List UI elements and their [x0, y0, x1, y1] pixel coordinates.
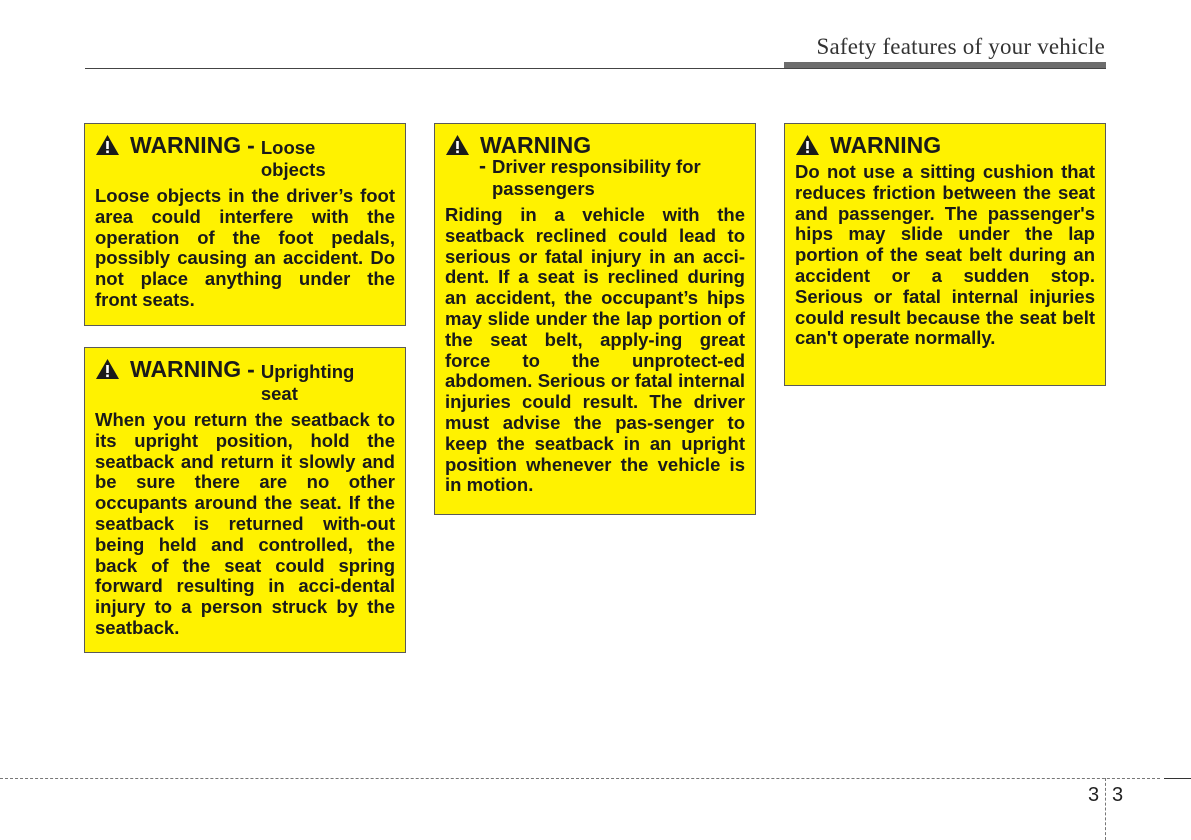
section-title: Safety features of your vehicle	[816, 34, 1105, 59]
warning-subtitle	[261, 137, 326, 180]
footer-dashed-rule	[0, 778, 1160, 779]
warning-box-driver-responsibility	[434, 123, 756, 515]
warning-heading	[95, 358, 395, 404]
header-rule	[85, 68, 1106, 69]
warning-box-loose-objects	[84, 123, 406, 326]
warning-body: When you return the seatback to its upright position, hold the seatback and return it slowly and be sure there are no other occupants around the seat. If the seatback is returned with-out being held and controlled, the back of the seat could spring forward resulting in acci-dental injury to a person struck by the seatback.	[95, 409, 395, 638]
warning-triangle-icon	[95, 134, 120, 156]
warning-subtitle-line: seat	[260, 382, 298, 404]
warning-body: Riding in a vehicle with the seatback reclined could lead to serious or fatal injury in an acci-dent. If a seat is reclined during an accident, the occupant’s hips may slide under the lap portion of the seat belt, apply-ing great force to the unprotect-ed abdomen. Serious or fatal internal injuries could result. The driver must advise the pas-senger to keep the seatback in an upright position whenever the vehicle is in motion.	[445, 204, 745, 496]
warning-subtitle	[479, 156, 745, 199]
warning-label: WARNING	[480, 132, 592, 158]
warning-subtitle	[261, 361, 355, 404]
warning-label: WARNING	[130, 356, 242, 382]
warning-label: WARNING	[830, 132, 942, 158]
warning-subtitle-text: Driver responsibility for passengers	[492, 156, 701, 199]
warning-heading	[795, 134, 1095, 156]
chapter-number: 3	[1088, 784, 1100, 806]
warning-subtitle-line: Uprighting	[260, 361, 355, 382]
warning-dash: -	[247, 356, 255, 382]
footer-solid-rule	[1164, 778, 1191, 779]
warning-label: WARNING	[130, 132, 242, 158]
footer-vertical-dashed-rule	[1105, 778, 1106, 840]
warning-triangle-icon	[795, 134, 820, 156]
warning-triangle-icon	[445, 134, 470, 156]
warning-dash: -	[479, 155, 486, 178]
warning-triangle-icon	[95, 358, 120, 380]
warning-body: Do not use a sitting cushion that reduces friction between the seat and passenger. The passenger's hips may slide under the lap portion of the seat belt during an accident or a sudden stop. Serious or fatal internal injuries could result because the seat belt can't operate normally.	[795, 161, 1095, 349]
warning-body: Loose objects in the driver’s foot area could interfere with the operation of the foot pedals, possibly causing an accident. Do not place anything under the front seats.	[95, 185, 395, 310]
warning-subtitle-line: Loose	[260, 137, 316, 158]
warning-heading	[445, 134, 745, 156]
warning-box-sitting-cushion	[784, 123, 1106, 386]
warning-dash: -	[247, 132, 255, 158]
warning-box-uprighting-seat	[84, 347, 406, 653]
warning-subtitle-line: objects	[260, 158, 326, 180]
warning-heading	[95, 134, 395, 180]
page-number: 3	[1112, 784, 1124, 806]
